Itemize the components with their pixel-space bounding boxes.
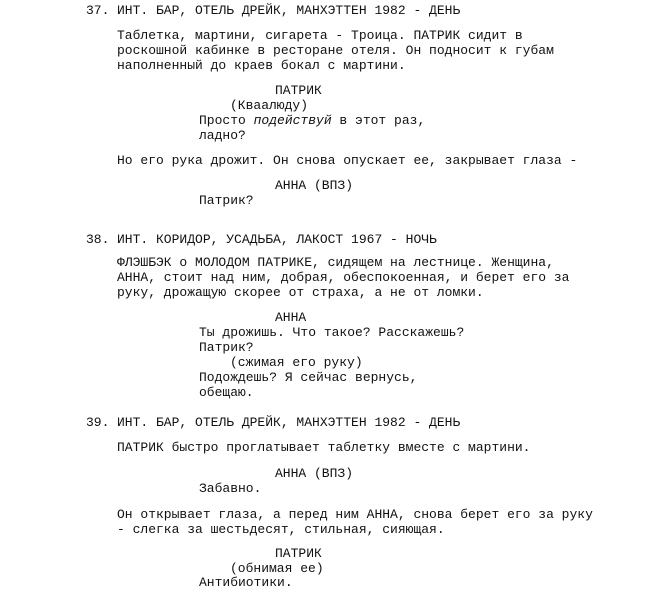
scene-number: 37.	[86, 3, 110, 18]
dialogue-text: Просто	[199, 113, 254, 128]
action-line: АННА, стоит над ним, добрая, обеспокоенная, и берет его за	[117, 270, 570, 285]
dialogue-line: ладно?	[199, 128, 246, 143]
dialogue-line	[199, 113, 425, 128]
scene-number: 39.	[86, 415, 110, 430]
action-line: ФЛЭШБЭК о МОЛОДОМ ПАТРИКЕ, сидящем на лестнице. Женщина,	[117, 255, 554, 270]
dialogue-text: в этот раз,	[331, 113, 426, 128]
dialogue-line: обещаю.	[199, 385, 254, 400]
scene-number: 38.	[86, 232, 110, 247]
dialogue-line: Забавно.	[199, 481, 262, 496]
character-name: ПАТРИК	[275, 83, 322, 98]
dialogue-line: Подождешь? Я сейчас вернусь,	[199, 370, 418, 385]
action-line: - слегка за шестьдесят, стильная, сияющая.	[117, 522, 445, 537]
character-name: АННА (ВПЗ)	[275, 466, 354, 481]
scene-heading: ИНТ. БАР, ОТЕЛЬ ДРЕЙК, МАНХЭТТЕН 1982 - ДЕНЬ	[117, 415, 461, 430]
action-line: руку, дрожащую скорее от страха, а не от ломки.	[117, 285, 484, 300]
dialogue-line: Патрик?	[199, 193, 254, 208]
action-line: роскошной кабинке в ресторане отеля. Он подносит к губам	[117, 43, 554, 58]
scene-heading: ИНТ. БАР, ОТЕЛЬ ДРЕЙК, МАНХЭТТЕН 1982 - ДЕНЬ	[117, 3, 461, 18]
dialogue-line: Патрик?	[199, 340, 254, 355]
action-line: ПАТРИК быстро проглатывает таблетку вместе с мартини.	[117, 440, 531, 455]
action-line: Он открывает глаза, а перед ним АННА, снова берет его за руку	[117, 507, 593, 522]
scene-heading: ИНТ. КОРИДОР, УСАДЬБА, ЛАКОСТ 1967 - НОЧЬ	[117, 232, 437, 247]
action-line: наполненный до краев бокал с мартини.	[117, 58, 406, 73]
parenthetical: (обнимая ее)	[230, 561, 324, 576]
dialogue-line: Ты дрожишь. Что такое? Расскажешь?	[199, 325, 465, 340]
character-name: АННА (ВПЗ)	[275, 178, 354, 193]
character-name: АННА	[275, 310, 307, 325]
character-name: ПАТРИК	[275, 546, 322, 561]
dialogue-line: Антибиотики.	[199, 575, 293, 590]
action-line: Таблетка, мартини, сигарета - Троица. ПАТРИК сидит в	[117, 28, 523, 43]
action-line: Но его рука дрожит. Он снова опускает ее, закрывает глаза -	[117, 153, 578, 168]
parenthetical: (сжимая его руку)	[230, 355, 363, 370]
parenthetical: (Квaaлюду)	[230, 98, 309, 113]
dialogue-emphasis: подействуй	[253, 113, 332, 128]
